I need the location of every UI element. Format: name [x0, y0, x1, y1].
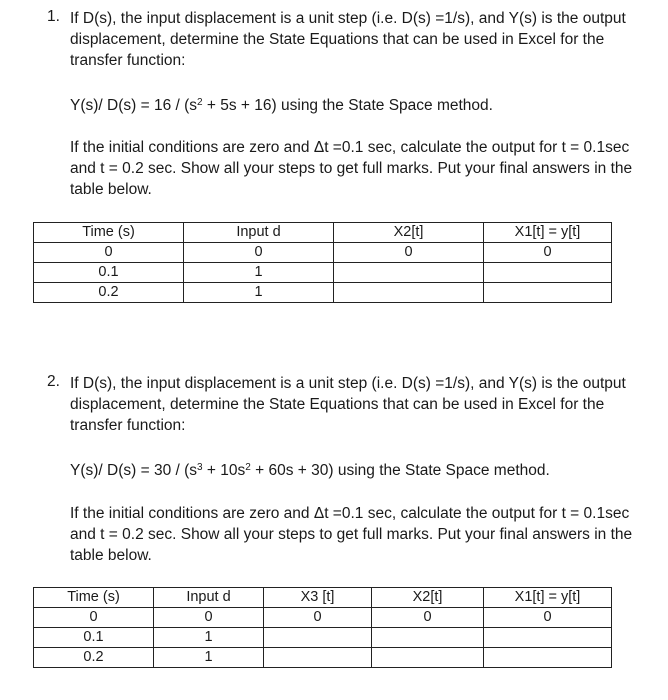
transfer-function: Y(s)/ $D(s) = 30 / (s^3 + 10s^2 + 60s + 30)$ using the State Space method. — [70, 462, 550, 479]
cell-x1[interactable] — [484, 263, 612, 283]
cell-time: 0.1 — [34, 263, 184, 283]
table-row — [34, 628, 612, 648]
cell-x2[interactable] — [334, 263, 484, 283]
table-row — [34, 243, 612, 263]
header-time: Time (s) — [34, 588, 154, 608]
cell-input: 0 — [184, 243, 334, 263]
problem-number: 1. — [47, 8, 60, 25]
table-header-row — [34, 588, 612, 608]
cell-x1[interactable] — [484, 283, 612, 303]
table-row — [34, 608, 612, 628]
cell-x3[interactable] — [264, 628, 372, 648]
header-x1: X1[t] = y[t] — [484, 588, 612, 608]
cell-time: 0.2 — [34, 283, 184, 303]
cell-x1: 0 — [484, 243, 612, 263]
cell-x1[interactable] — [484, 628, 612, 648]
problem-instructions: If the initial conditions are zero and Δt =0.1 sec, calculate the output for t = 0.1sec and t = 0.2 sec. Show all your steps to get full marks. Put your final answers in the table below. — [70, 139, 633, 198]
transfer-function: Y(s)/ $D(s) = 16 / (s^2 + 5s + 16)$ using the State Space method. — [70, 97, 493, 114]
answer-table — [33, 222, 612, 303]
header-input: Input d — [154, 588, 264, 608]
problem-statement: If D(s), the input displacement is a unit step (i.e. D(s) =1/s), and Y(s) is the output displacement, determine the State Equations that can be used in Excel for the transfer function: — [70, 375, 626, 434]
cell-time: 0.1 — [34, 628, 154, 648]
cell-input: 0 — [154, 608, 264, 628]
header-x1: X1[t] = y[t] — [484, 223, 612, 243]
cell-x2: 0 — [334, 243, 484, 263]
cell-input: 1 — [184, 283, 334, 303]
cell-x1[interactable] — [484, 648, 612, 668]
problem-instructions: If the initial conditions are zero and Δt =0.1 sec, calculate the output for t = 0.1sec and t = 0.2 sec. Show all your steps to get full marks. Put your final answers in the table below. — [70, 505, 633, 564]
cell-x2[interactable] — [372, 628, 484, 648]
header-input: Input d — [184, 223, 334, 243]
header-time: Time (s) — [34, 223, 184, 243]
cell-x1: 0 — [484, 608, 612, 628]
problem-number: 2. — [47, 373, 60, 390]
cell-time: 0 — [34, 243, 184, 263]
cell-x3: 0 — [264, 608, 372, 628]
table-row — [34, 263, 612, 283]
problem-statement: If D(s), the input displacement is a unit step (i.e. D(s) =1/s), and Y(s) is the output displacement, determine the State Equations that can be used in Excel for the transfer function: — [70, 10, 626, 69]
cell-x2[interactable] — [334, 283, 484, 303]
cell-input: 1 — [154, 628, 264, 648]
table-header-row — [34, 223, 612, 243]
cell-time: 0 — [34, 608, 154, 628]
cell-x2: 0 — [372, 608, 484, 628]
answer-table — [33, 587, 612, 668]
header-x2: X2[t] — [372, 588, 484, 608]
cell-input: 1 — [184, 263, 334, 283]
cell-x2[interactable] — [372, 648, 484, 668]
table-row — [34, 648, 612, 668]
header-x3: X3 [t] — [264, 588, 372, 608]
cell-x3[interactable] — [264, 648, 372, 668]
header-x2: X2[t] — [334, 223, 484, 243]
cell-time: 0.2 — [34, 648, 154, 668]
cell-input: 1 — [154, 648, 264, 668]
table-row — [34, 283, 612, 303]
